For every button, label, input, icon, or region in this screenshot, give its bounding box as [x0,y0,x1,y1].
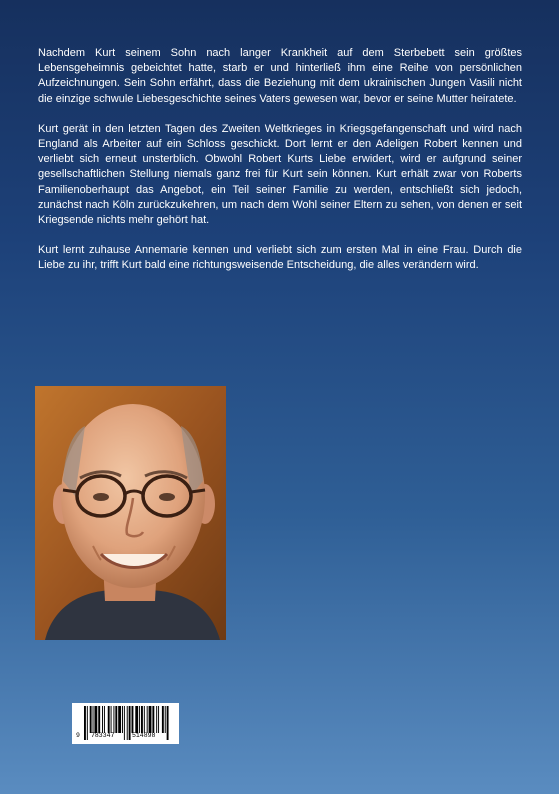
author-photo [35,386,226,640]
barcode-bar [93,706,94,733]
barcode-bar [162,706,164,733]
barcode-bar [104,706,105,733]
barcode-bar [90,706,92,733]
barcode-bar [115,706,117,733]
barcode-bar [98,706,100,733]
barcode-bar [135,706,138,733]
isbn-first-digit: 9 [76,732,80,739]
barcode-bar [139,706,140,733]
isbn-right-group: 514898 [132,732,156,739]
barcode-bar [165,706,166,733]
barcode-bar [144,706,145,733]
blurb-paragraph-3: Kurt lernt zuhause Annemarie kennen und verliebt sich zum ersten Mal in eine Frau. Durch die Liebe zu ihr, trifft Kurt bald eine richtungsweisende Entscheidung, die alles verändern wird. [38,244,522,272]
back-cover-blurb [38,46,522,289]
barcode-bar [94,706,97,733]
barcode-bar [102,706,103,733]
barcode-bar [156,706,157,733]
barcode-bar [147,706,148,733]
barcode-bar [141,706,143,733]
isbn-digits [72,732,179,742]
barcode-bar [118,706,121,733]
barcode-bar [122,706,123,733]
barcode-bar [111,706,112,733]
barcode-bar [108,706,110,733]
barcode-bar [152,706,154,733]
isbn-barcode [72,703,179,744]
barcode-bar [158,706,159,733]
barcode-bar [113,706,114,733]
blurb-paragraph-2: Kurt gerät in den letzten Tagen des Zweiten Weltkrieges in Kriegsgefangenschaft und wird nach England als Arbeiter auf ein Schloss geschickt. Dort lernt er den Adeligen Robert kennen und verliebt sich erneut unsterblich. Obwohl Robert Kurts Liebe erwidert, wird er aufgrund seiner gesellschaftlichen Stellung niemals ganz frei für Kurt sein können. Kurt erhält zwar von Roberts Familienoberhaupt das Angebot, ein Teil seiner Familie zu werden, entschließt sich jedoch, zunächst nach Köln zurückzukehren, um nach dem Wohl seiner Eltern zu sehen, von denen er seit Kriegsende nichts mehr gehört hat. [38,122,522,227]
isbn-left-group: 783347 [91,732,115,739]
barcode-bar [149,706,152,733]
blurb-paragraph-1: Nachdem Kurt seinem Sohn nach langer Krankheit auf dem Sterbebett sein größtes Lebensgeheimnis gebeichtet hatte, starb er und hinterließ ihm eine Reihe von persönlichen Aufzeichnungen. Sein Sohn erfährt, dass die Beziehung mit dem ukrainischen Jungen Vasili nicht die einzige schwule Liebesgeschichte seines Vaters gewesen war, bevor er seine Mutter heiratete. [38,47,522,105]
barcode-bar [132,706,134,733]
